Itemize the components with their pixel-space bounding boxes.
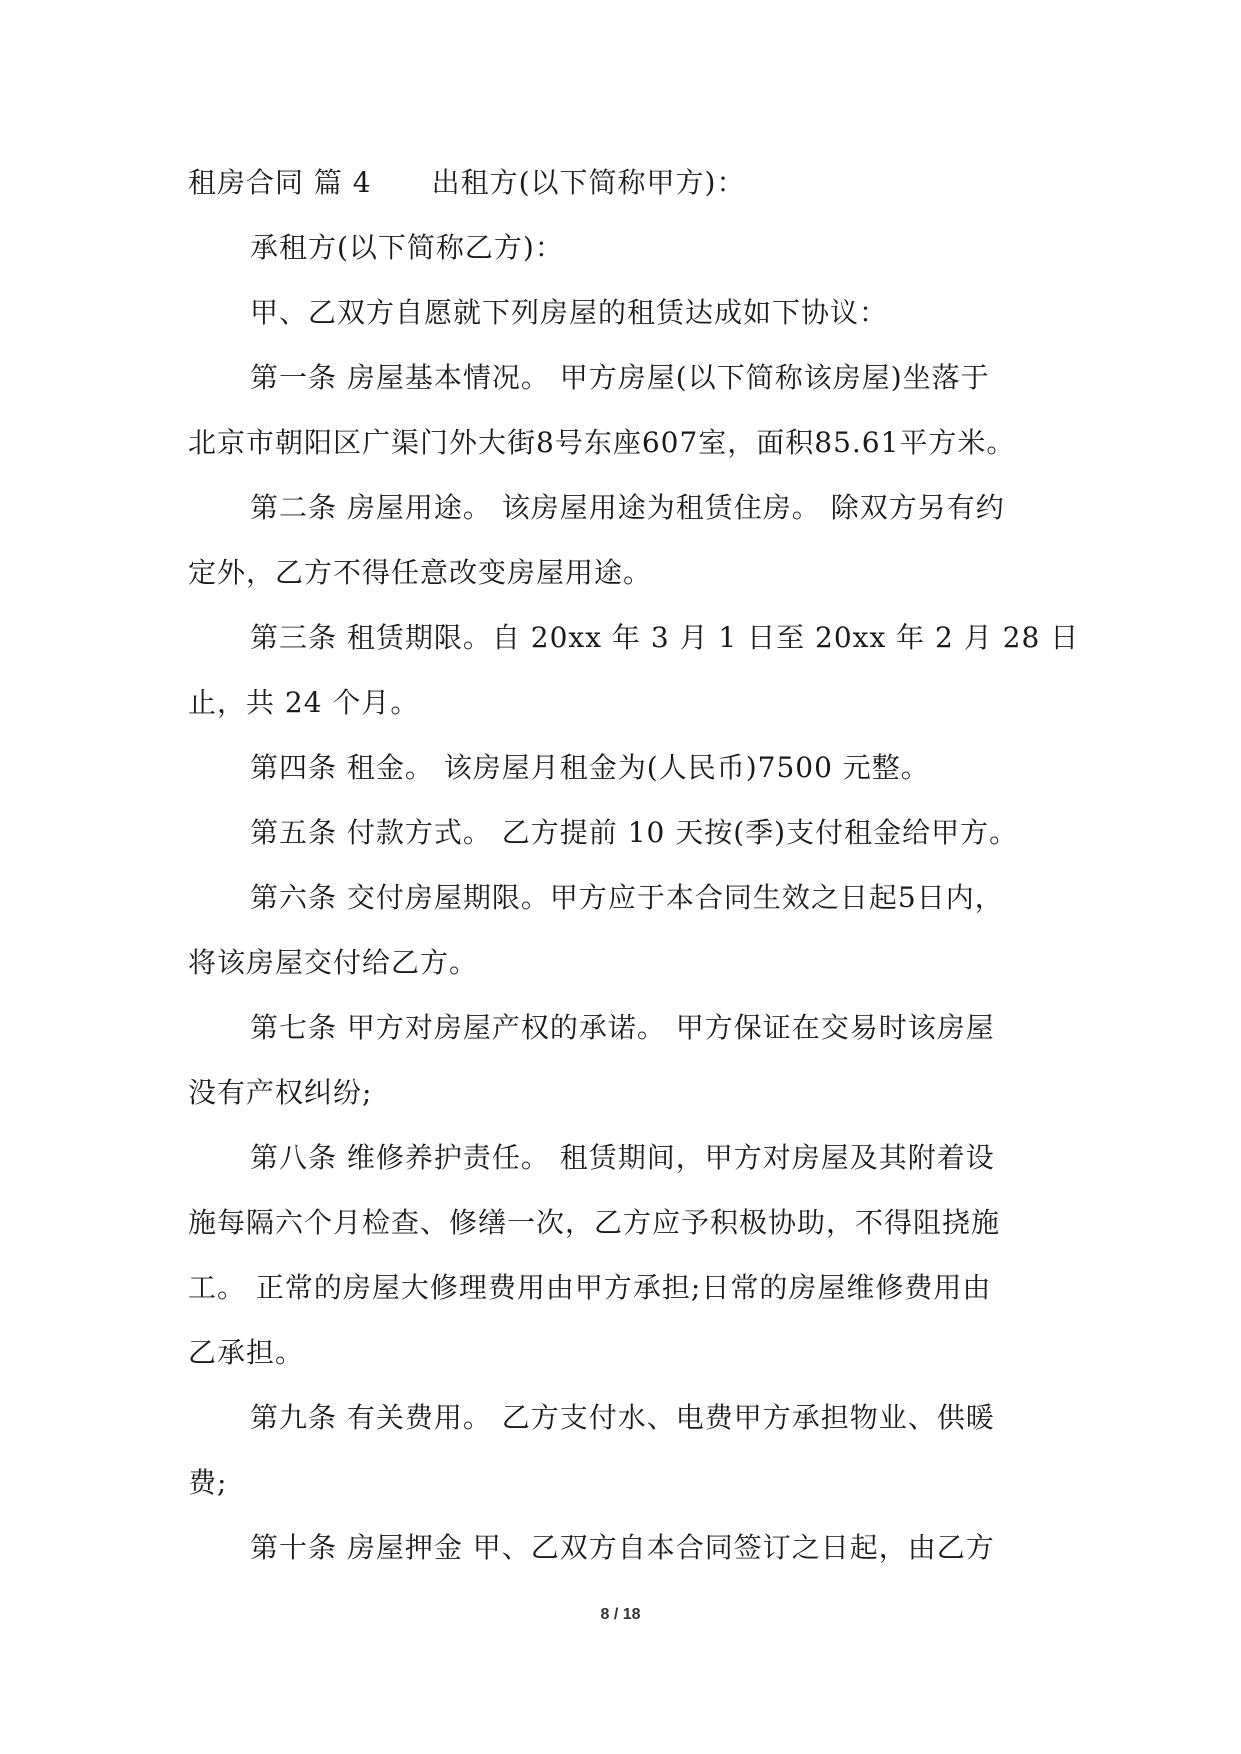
text-line: 乙承担。 <box>188 1336 305 1369</box>
text-line: 第四条 租金。 该房屋月租金为(人民币)7500 元整。 <box>250 751 930 784</box>
text-line: 止，共 24 个月。 <box>188 686 420 719</box>
text-line: 第十条 房屋押金 甲、乙双方自本合同签订之日起，由乙方 <box>250 1531 995 1564</box>
text-line: 没有产权纠纷; <box>188 1076 373 1109</box>
text-line: 第五条 付款方式。 乙方提前 10 天按(季)支付租金给甲方。 <box>250 816 1019 849</box>
lessor-label: 出租方(以下简称甲方)： <box>431 166 746 199</box>
text-line: 第二条 房屋用途。 该房屋用途为租赁住房。 除双方另有约 <box>250 491 1005 524</box>
text-line: 第三条 租赁期限。自 20xx 年 3 月 1 日至 20xx 年 2 月 28 日 <box>250 621 1080 654</box>
text-line: 第六条 交付房屋期限。甲方应于本合同生效之日起5日内， <box>250 881 1004 914</box>
text-line: 第八条 维修养护责任。 租赁期间，甲方对房屋及其附着设 <box>250 1141 995 1174</box>
text-line: 施每隔六个月检查、修缮一次，乙方应予积极协助，不得阻挠施 <box>188 1206 1001 1239</box>
text-line: 北京市朝阳区广渠门外大街8号东座607室，面积85.61平方米。 <box>188 426 1016 459</box>
text-line: 定外，乙方不得任意改变房屋用途。 <box>188 556 653 589</box>
text-line: 费; <box>188 1466 228 1499</box>
text-line: 第九条 有关费用。 乙方支付水、电费甲方承担物业、供暖 <box>250 1401 995 1434</box>
text-line: 第一条 房屋基本情况。 甲方房屋(以下简称该房屋)坐落于 <box>250 361 990 394</box>
text-line: 将该房屋交付给乙方。 <box>188 946 479 979</box>
page-number: 8 / 18 <box>600 1606 641 1623</box>
section-heading: 租房合同 篇 4 <box>188 166 372 199</box>
text-line <box>188 160 1058 225</box>
text-line: 第七条 甲方对房屋产权的承诺。 甲方保证在交易时该房屋 <box>250 1011 995 1044</box>
text-line: 承租方(以下简称乙方)： <box>250 231 564 264</box>
text-line: 工。 正常的房屋大修理费用由甲方承担;日常的房屋维修费用由 <box>188 1271 992 1304</box>
document-body <box>188 160 1080 1590</box>
text-line: 甲、乙双方自愿就下列房屋的租赁达成如下协议： <box>250 296 889 329</box>
